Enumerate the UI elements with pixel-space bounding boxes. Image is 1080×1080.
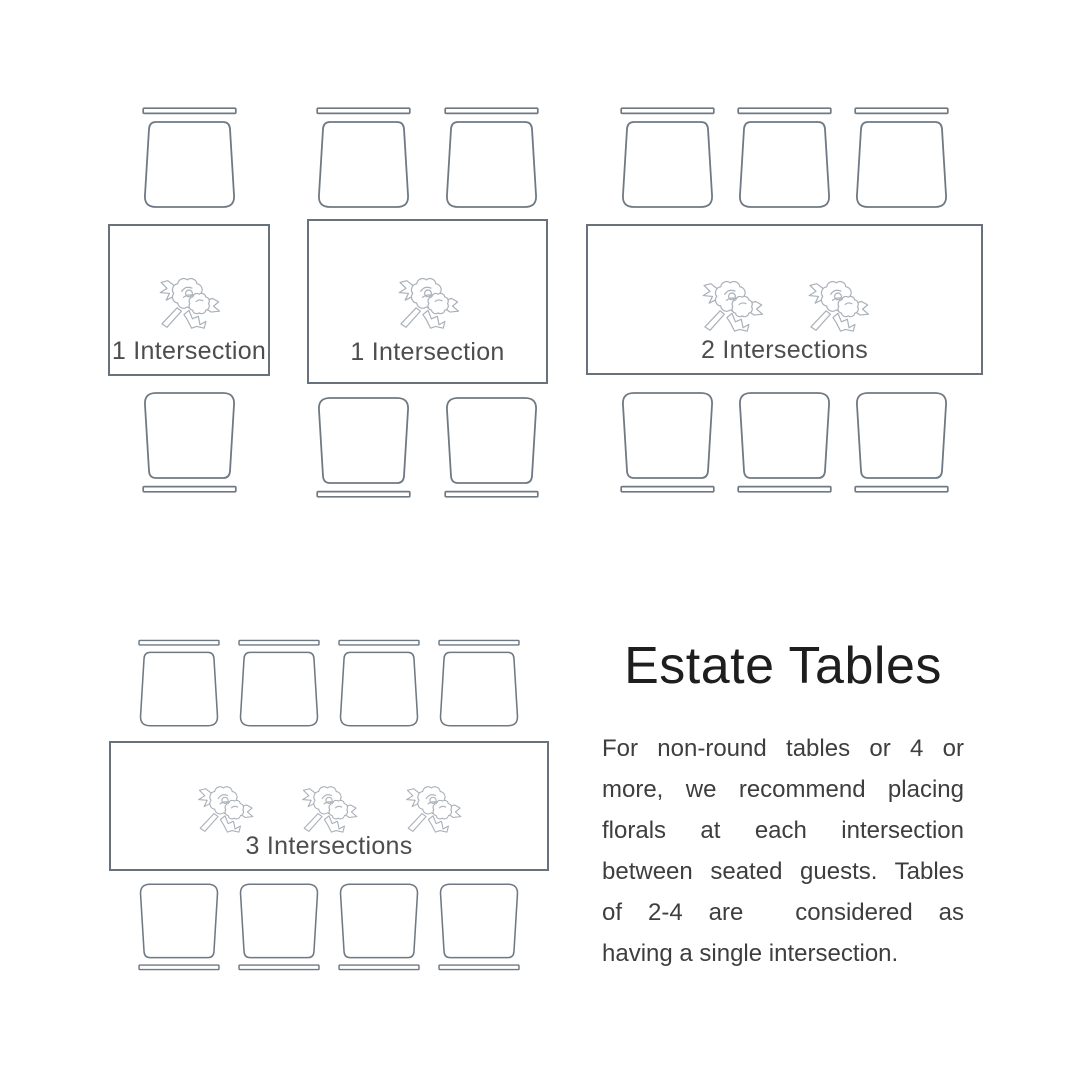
- table-group-medium: [307, 107, 548, 498]
- table-group-long: [586, 107, 983, 493]
- chairs-top-row: [109, 639, 549, 727]
- table-extra-long: [109, 741, 549, 871]
- chair-icon: [620, 107, 715, 208]
- floral-arrangement-icon: [155, 268, 223, 329]
- chair-icon: [854, 392, 949, 493]
- body-line: of 2-4 are considered as: [602, 899, 964, 926]
- chair-icon: [238, 639, 320, 727]
- table-group-extra-long: [109, 639, 549, 971]
- chair-icon: [142, 107, 237, 208]
- chair-icon: [854, 107, 949, 208]
- chair-icon: [438, 883, 520, 971]
- floral-arrangement-icon: [298, 777, 360, 833]
- chair-icon: [444, 107, 539, 208]
- chair-icon: [338, 883, 420, 971]
- floral-arrangement-icon: [402, 777, 464, 833]
- chair-icon: [142, 392, 237, 493]
- chair-icon: [138, 883, 220, 971]
- chairs-top-row: [307, 107, 548, 208]
- floral-arrangement-icon: [394, 268, 462, 329]
- floral-arrangement-icon: [194, 777, 256, 833]
- body-line: more, we recommend placing: [602, 776, 964, 803]
- chair-icon: [737, 107, 832, 208]
- floral-arrangement-icon: [804, 271, 872, 332]
- table-label: 2 Intersections: [700, 336, 869, 364]
- floral-row: [309, 268, 546, 329]
- chairs-bottom-row: [109, 883, 549, 971]
- body-line: having a single intersection.: [602, 940, 899, 967]
- chairs-bottom-row: [108, 392, 270, 493]
- table-label: 1 Intersection: [111, 337, 267, 365]
- chairs-top-row: [108, 107, 270, 208]
- body-line: between seated guests. Tables: [602, 858, 964, 885]
- description-text: [602, 728, 964, 974]
- chair-icon: [338, 639, 420, 727]
- chair-icon: [138, 639, 220, 727]
- table-group-square: [108, 107, 270, 493]
- floral-row: [110, 268, 268, 329]
- table-label: 3 Intersections: [245, 832, 413, 860]
- floral-row: [588, 271, 981, 332]
- table-label: 1 Intersection: [350, 338, 505, 366]
- floral-row: [111, 777, 547, 833]
- table-square: [108, 224, 270, 376]
- chairs-bottom-row: [586, 392, 983, 493]
- table-medium: [307, 219, 548, 384]
- chair-icon: [316, 107, 411, 208]
- chairs-top-row: [586, 107, 983, 208]
- page-title: Estate Tables: [624, 637, 942, 695]
- chair-icon: [438, 639, 520, 727]
- chair-icon: [620, 392, 715, 493]
- chair-icon: [238, 883, 320, 971]
- chair-icon: [444, 397, 539, 498]
- chairs-bottom-row: [307, 397, 548, 498]
- info-panel: [602, 637, 964, 974]
- floral-arrangement-icon: [698, 271, 766, 332]
- body-line: florals at each intersection: [602, 817, 964, 844]
- chair-icon: [316, 397, 411, 498]
- body-line: For non-round tables or 4 or: [602, 735, 964, 762]
- table-long: [586, 224, 983, 375]
- chair-icon: [737, 392, 832, 493]
